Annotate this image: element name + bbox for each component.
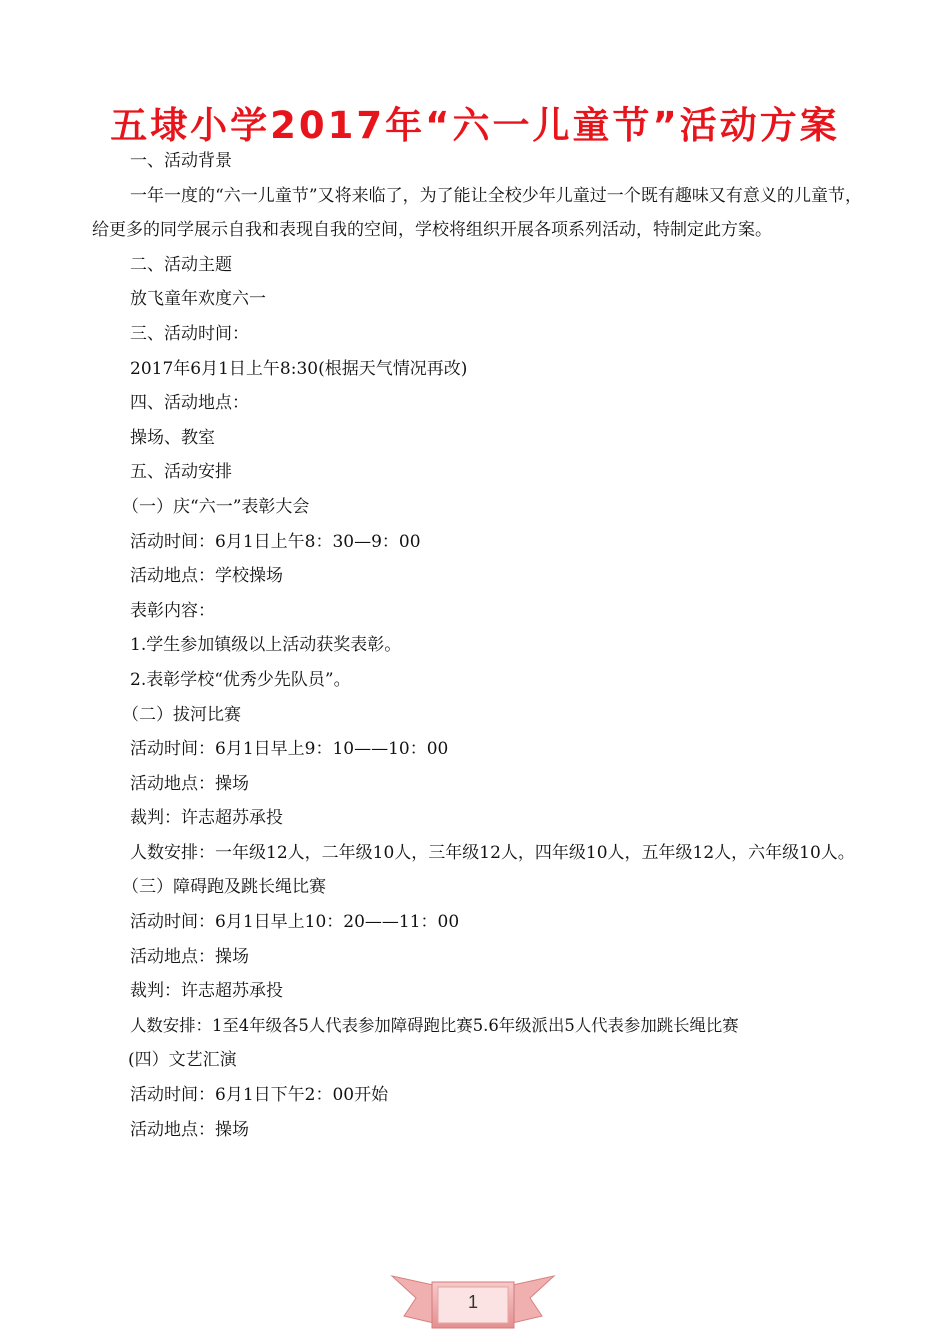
tug-of-war-time: 活动时间：6月1日早上9：10——10：00 <box>130 739 449 760</box>
subsection-heading-tug-of-war: （二）拔河比赛 <box>122 704 241 725</box>
background-paragraph: 一年一度的“六一儿童节”又将来临了，为了能让全校少年儿童过一个既有趣味又有意义的儿童节，给更多的同学展示自我和表现自我的空间，学校将组织开展各项系列活动，特制定此方案。 <box>92 185 862 241</box>
section-heading-background: 一、活动背景 <box>130 151 232 171</box>
subsection-heading-ceremony: （一）庆“六一”表彰大会 <box>122 496 310 517</box>
location-text: 操场、教室 <box>130 427 215 448</box>
ceremony-time: 活动时间：6月1日上午8：30—9：00 <box>130 531 421 552</box>
section-heading-arrangement: 五、活动安排 <box>130 462 232 483</box>
page-number: 1 <box>467 1292 478 1312</box>
section-heading-theme: 二、活动主题 <box>130 254 232 275</box>
theme-text: 放飞童年欢度六一 <box>130 289 266 310</box>
tug-of-war-referee: 裁判：许志超苏承投 <box>130 808 283 829</box>
tug-of-war-participants: 人数安排：一年级12人，二年级10人，三年级12人，四年级10人，五年级12人，六年级10人。 <box>130 842 855 863</box>
section-heading-time: 三、活动时间： <box>130 323 249 344</box>
subsection-heading-obstacle-race: （三）障碍跑及跳长绳比赛 <box>122 877 326 898</box>
document-body <box>92 144 862 1147</box>
performance-location: 活动地点：操场 <box>130 1119 249 1140</box>
tug-of-war-location: 活动地点：操场 <box>130 773 249 794</box>
ceremony-location: 活动地点：学校操场 <box>130 566 283 587</box>
section-heading-location: 四、活动地点： <box>130 393 249 414</box>
subsection-heading-performance: (四）文艺汇演 <box>128 1050 237 1071</box>
ceremony-content-item-2: 2.表彰学校“优秀少先队员”。 <box>130 669 351 690</box>
obstacle-race-referee: 裁判：许志超苏承投 <box>130 981 283 1002</box>
document-title: 五埭小学2017年“六一儿童节”活动方案 <box>110 104 840 147</box>
ceremony-content-item-1: 1.学生参加镇级以上活动获奖表彰。 <box>130 635 402 656</box>
obstacle-race-participants: 人数安排：1至4年级各5人代表参加障碍跑比赛5.6年级派出5人代表参加跳长绳比赛 <box>130 1015 739 1035</box>
obstacle-race-location: 活动地点：操场 <box>130 946 249 967</box>
performance-time: 活动时间：6月1日下午2：00开始 <box>130 1085 389 1106</box>
time-text: 2017年6月1日上午8:30(根据天气情况再改) <box>130 358 468 379</box>
obstacle-race-time: 活动时间：6月1日早上10：20——11：00 <box>130 912 460 933</box>
ceremony-content-label: 表彰内容： <box>130 600 215 621</box>
